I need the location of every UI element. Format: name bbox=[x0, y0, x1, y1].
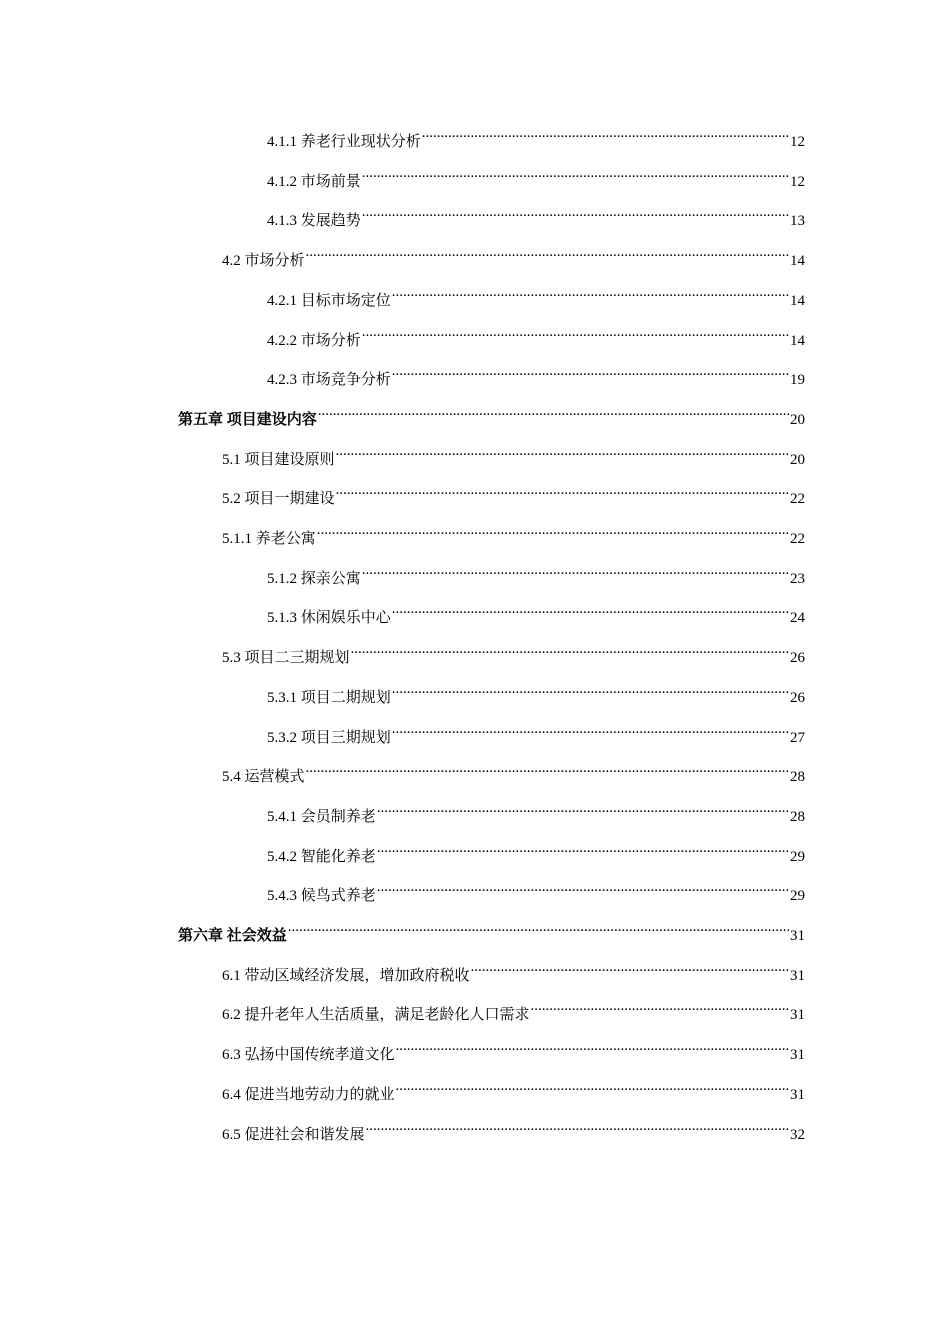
toc-dot-leader bbox=[396, 1073, 789, 1099]
toc-dot-leader bbox=[362, 557, 789, 583]
toc-entry-page-number: 26 bbox=[790, 650, 805, 667]
toc-entry[interactable] bbox=[222, 517, 805, 547]
toc-entry-title: 5.4.3 候鸟式养老 bbox=[267, 888, 376, 905]
toc-entry[interactable] bbox=[267, 557, 805, 587]
toc-dot-leader bbox=[422, 120, 789, 146]
toc-entry-title: 6.5 促进社会和谐发展 bbox=[222, 1126, 365, 1143]
toc-dot-leader bbox=[392, 716, 789, 742]
toc-entry-page-number: 20 bbox=[790, 451, 805, 468]
toc-entry-page-number: 14 bbox=[790, 253, 805, 270]
toc-entry-page-number: 22 bbox=[790, 491, 805, 508]
toc-entry-page-number: 32 bbox=[790, 1126, 805, 1143]
toc-entry-title: 4.1.1 养老行业现状分析 bbox=[267, 134, 421, 150]
toc-entry-title: 5.3.2 项目三期规划 bbox=[267, 729, 391, 746]
toc-entry-title: 5.4.2 智能化养老 bbox=[267, 848, 376, 865]
toc-entry-title: 5.4 运营模式 bbox=[222, 769, 305, 786]
toc-entry-page-number: 13 bbox=[790, 213, 805, 230]
toc-entry-title: 5.2 项目一期建设 bbox=[222, 491, 335, 508]
toc-entry[interactable] bbox=[222, 1033, 805, 1064]
toc-dot-leader bbox=[336, 438, 789, 464]
toc-entry-page-number: 31 bbox=[790, 928, 805, 944]
toc-entry-page-number: 31 bbox=[790, 1086, 805, 1103]
toc-entry-page-number: 22 bbox=[790, 531, 805, 547]
toc-entry-page-number: 29 bbox=[790, 888, 805, 905]
toc-entry-page-number: 12 bbox=[790, 134, 805, 150]
toc-entry-title: 6.4 促进当地劳动力的就业 bbox=[222, 1086, 395, 1103]
toc-entry[interactable] bbox=[267, 795, 805, 825]
toc-entry[interactable] bbox=[267, 120, 805, 150]
toc-dot-leader bbox=[471, 954, 789, 980]
toc-entry[interactable] bbox=[267, 199, 805, 230]
toc-entry-title: 4.2 市场分析 bbox=[222, 253, 305, 270]
toc-entry-page-number: 12 bbox=[790, 173, 805, 190]
toc-dot-leader bbox=[362, 160, 789, 186]
toc-entry-page-number: 31 bbox=[790, 967, 805, 984]
toc-entry-page-number: 28 bbox=[790, 769, 805, 786]
toc-entry-title: 5.3 项目二三期规划 bbox=[222, 650, 350, 667]
toc-entry[interactable] bbox=[178, 914, 805, 944]
toc-dot-leader bbox=[336, 477, 789, 503]
toc-entry[interactable] bbox=[222, 1113, 805, 1143]
toc-entry-page-number: 31 bbox=[790, 1047, 805, 1064]
toc-entry-page-number: 14 bbox=[790, 332, 805, 349]
toc-entry[interactable] bbox=[267, 716, 805, 746]
toc-entry[interactable] bbox=[267, 319, 805, 349]
toc-entry-title: 6.1 带动区域经济发展，增加政府税收 bbox=[222, 967, 470, 984]
toc-entry-title: 5.1.2 探亲公寓 bbox=[267, 570, 361, 587]
toc-dot-leader bbox=[366, 1113, 789, 1139]
toc-entry[interactable] bbox=[222, 477, 805, 508]
toc-entry[interactable] bbox=[267, 279, 805, 309]
toc-entry[interactable] bbox=[222, 239, 805, 270]
toc-entry-title: 6.3 弘扬中国传统孝道文化 bbox=[222, 1047, 395, 1064]
toc-entry-page-number: 20 bbox=[790, 411, 805, 428]
toc-entry-title: 5.3.1 项目二期规划 bbox=[267, 689, 391, 706]
toc-entry[interactable] bbox=[178, 398, 805, 428]
toc-dot-leader bbox=[377, 795, 789, 821]
toc-entry-page-number: 24 bbox=[790, 610, 805, 627]
toc-entry[interactable] bbox=[267, 874, 805, 905]
toc-dot-leader bbox=[317, 517, 789, 543]
toc-entry[interactable] bbox=[222, 438, 805, 468]
toc-entry-page-number: 28 bbox=[790, 808, 805, 825]
toc-entry-title: 4.1.2 市场前景 bbox=[267, 173, 361, 190]
toc-entry-title: 4.2.3 市场竞争分析 bbox=[267, 372, 391, 389]
toc-entry[interactable] bbox=[267, 596, 805, 627]
toc-entry[interactable] bbox=[267, 676, 805, 706]
toc-entry-page-number: 31 bbox=[790, 1007, 805, 1024]
toc-entry[interactable] bbox=[222, 993, 805, 1024]
toc-entry-page-number: 29 bbox=[790, 848, 805, 865]
toc-entry-title: 5.4.1 会员制养老 bbox=[267, 808, 376, 825]
toc-dot-leader bbox=[288, 914, 789, 940]
toc-entry[interactable] bbox=[267, 160, 805, 190]
toc-dot-leader bbox=[392, 676, 789, 702]
toc-dot-leader bbox=[392, 596, 789, 622]
toc-entry-page-number: 14 bbox=[790, 292, 805, 309]
toc-entry-page-number: 23 bbox=[790, 570, 805, 587]
toc-dot-leader bbox=[377, 835, 789, 861]
toc-entry[interactable] bbox=[222, 636, 805, 667]
toc-entry[interactable] bbox=[222, 1073, 805, 1103]
toc-entry[interactable] bbox=[267, 835, 805, 865]
toc-dot-leader bbox=[318, 398, 789, 424]
toc-entry-title: 5.1.1 养老公寓 bbox=[222, 531, 316, 547]
toc-entry-page-number: 26 bbox=[790, 689, 805, 706]
toc-entry-page-number: 19 bbox=[790, 372, 805, 389]
toc-dot-leader bbox=[392, 358, 789, 384]
toc-entry-title: 5.1.3 休闲娱乐中心 bbox=[267, 610, 391, 627]
toc-entry[interactable] bbox=[267, 358, 805, 389]
toc-entry-title: 4.1.3 发展趋势 bbox=[267, 213, 361, 230]
toc-dot-leader bbox=[362, 199, 789, 225]
toc-entry-title: 第六章 社会效益 bbox=[178, 928, 287, 944]
toc-dot-leader bbox=[396, 1033, 789, 1059]
toc-entry-title: 5.1 项目建设原则 bbox=[222, 451, 335, 468]
toc-dot-leader bbox=[377, 874, 789, 900]
toc-dot-leader bbox=[351, 636, 789, 662]
toc-entry-title: 4.2.1 目标市场定位 bbox=[267, 292, 391, 309]
toc-entry-page-number: 27 bbox=[790, 729, 805, 746]
toc-entry[interactable] bbox=[222, 954, 805, 984]
toc-dot-leader bbox=[306, 755, 789, 781]
toc-dot-leader bbox=[531, 993, 789, 1019]
toc-entry-title: 第五章 项目建设内容 bbox=[178, 411, 317, 428]
toc-entry-title: 6.2 提升老年人生活质量，满足老龄化人口需求 bbox=[222, 1007, 530, 1024]
toc-dot-leader bbox=[306, 239, 789, 265]
toc-entry[interactable] bbox=[222, 755, 805, 786]
toc-dot-leader bbox=[392, 279, 789, 305]
toc-dot-leader bbox=[362, 319, 789, 345]
toc-entry-title: 4.2.2 市场分析 bbox=[267, 332, 361, 349]
